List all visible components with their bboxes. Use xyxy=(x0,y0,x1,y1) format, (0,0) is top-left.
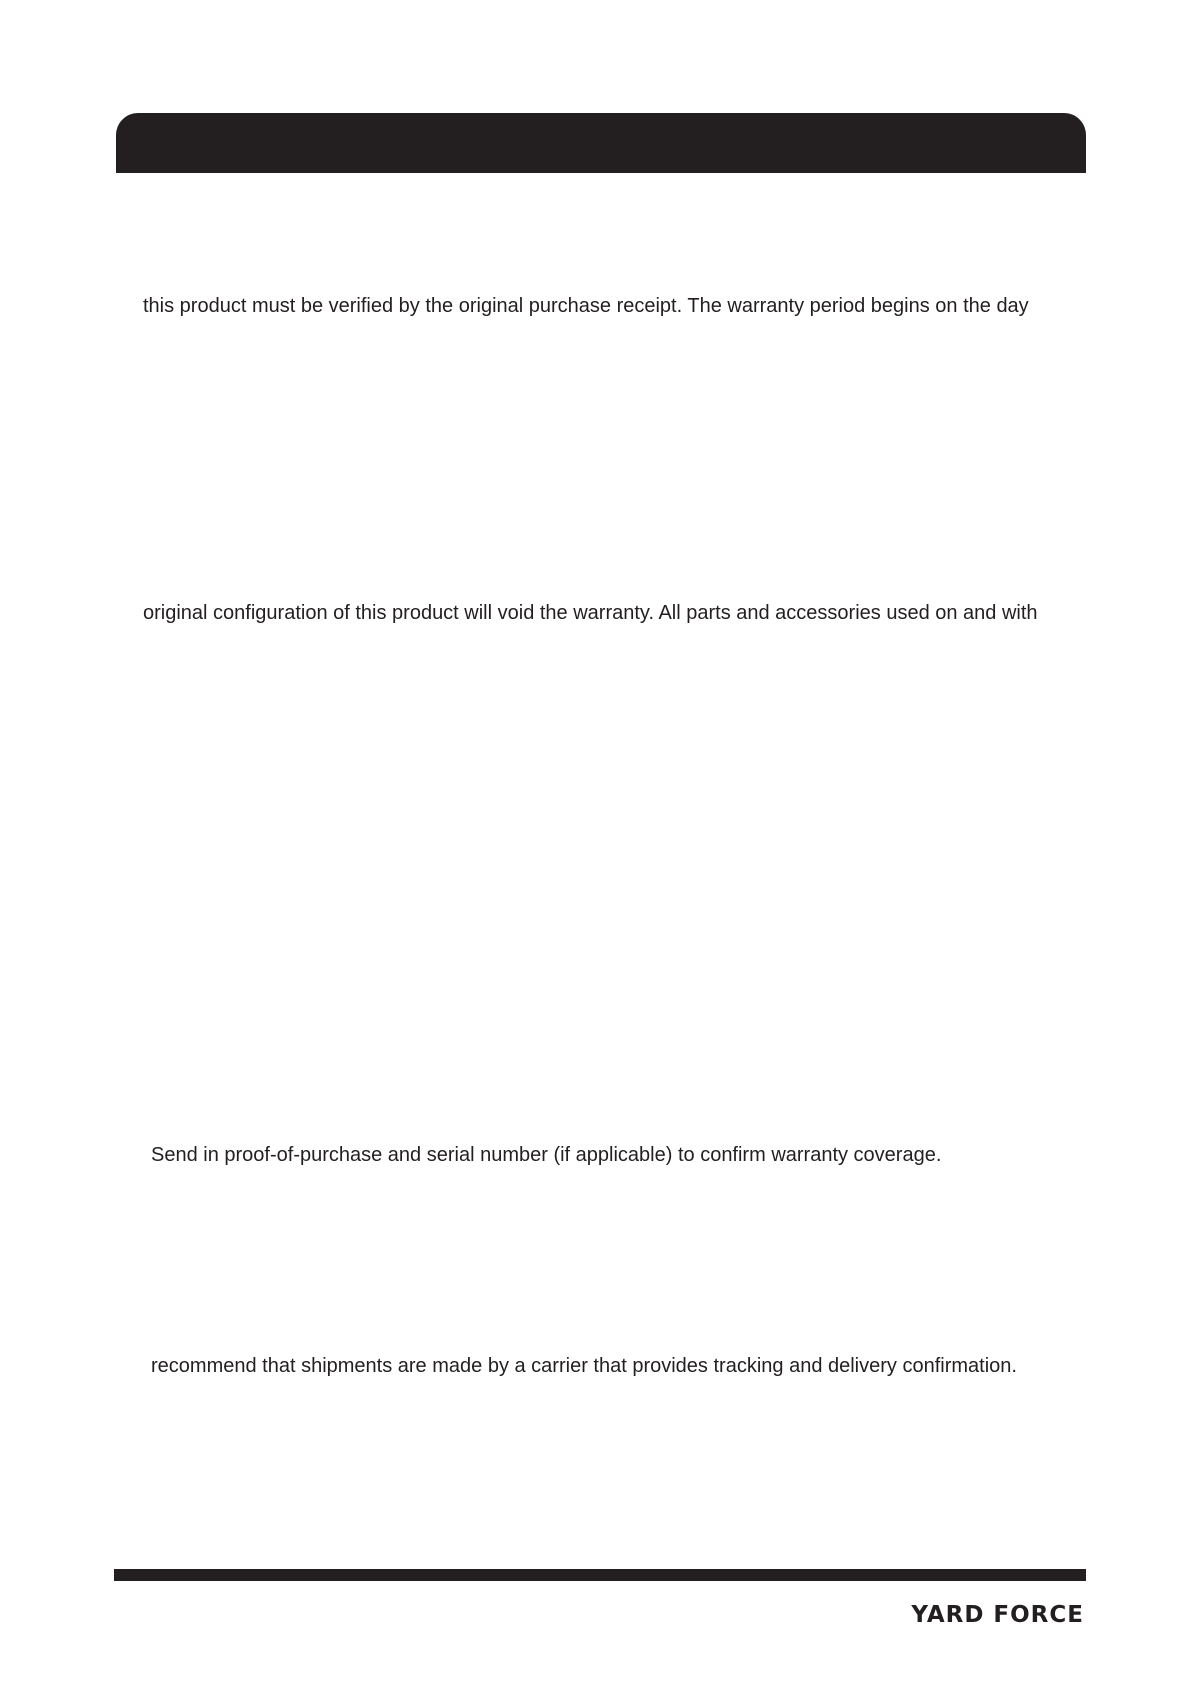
footer-rule xyxy=(114,1569,1086,1581)
warranty-text-line: this product must be verified by the original purchase receipt. The warranty period begins on the day xyxy=(143,295,1029,317)
warranty-text-line: recommend that shipments are made by a carrier that provides tracking and delivery confirmation. xyxy=(151,1355,1017,1377)
section-header-bar xyxy=(116,113,1086,173)
yard-force-logo: YARD FORCE xyxy=(911,1602,1084,1628)
warranty-text-line: Send in proof-of-purchase and serial number (if applicable) to confirm warranty coverage. xyxy=(151,1144,942,1166)
warranty-text-line: original configuration of this product will void the warranty. All parts and accessories used on and with xyxy=(143,602,1038,624)
